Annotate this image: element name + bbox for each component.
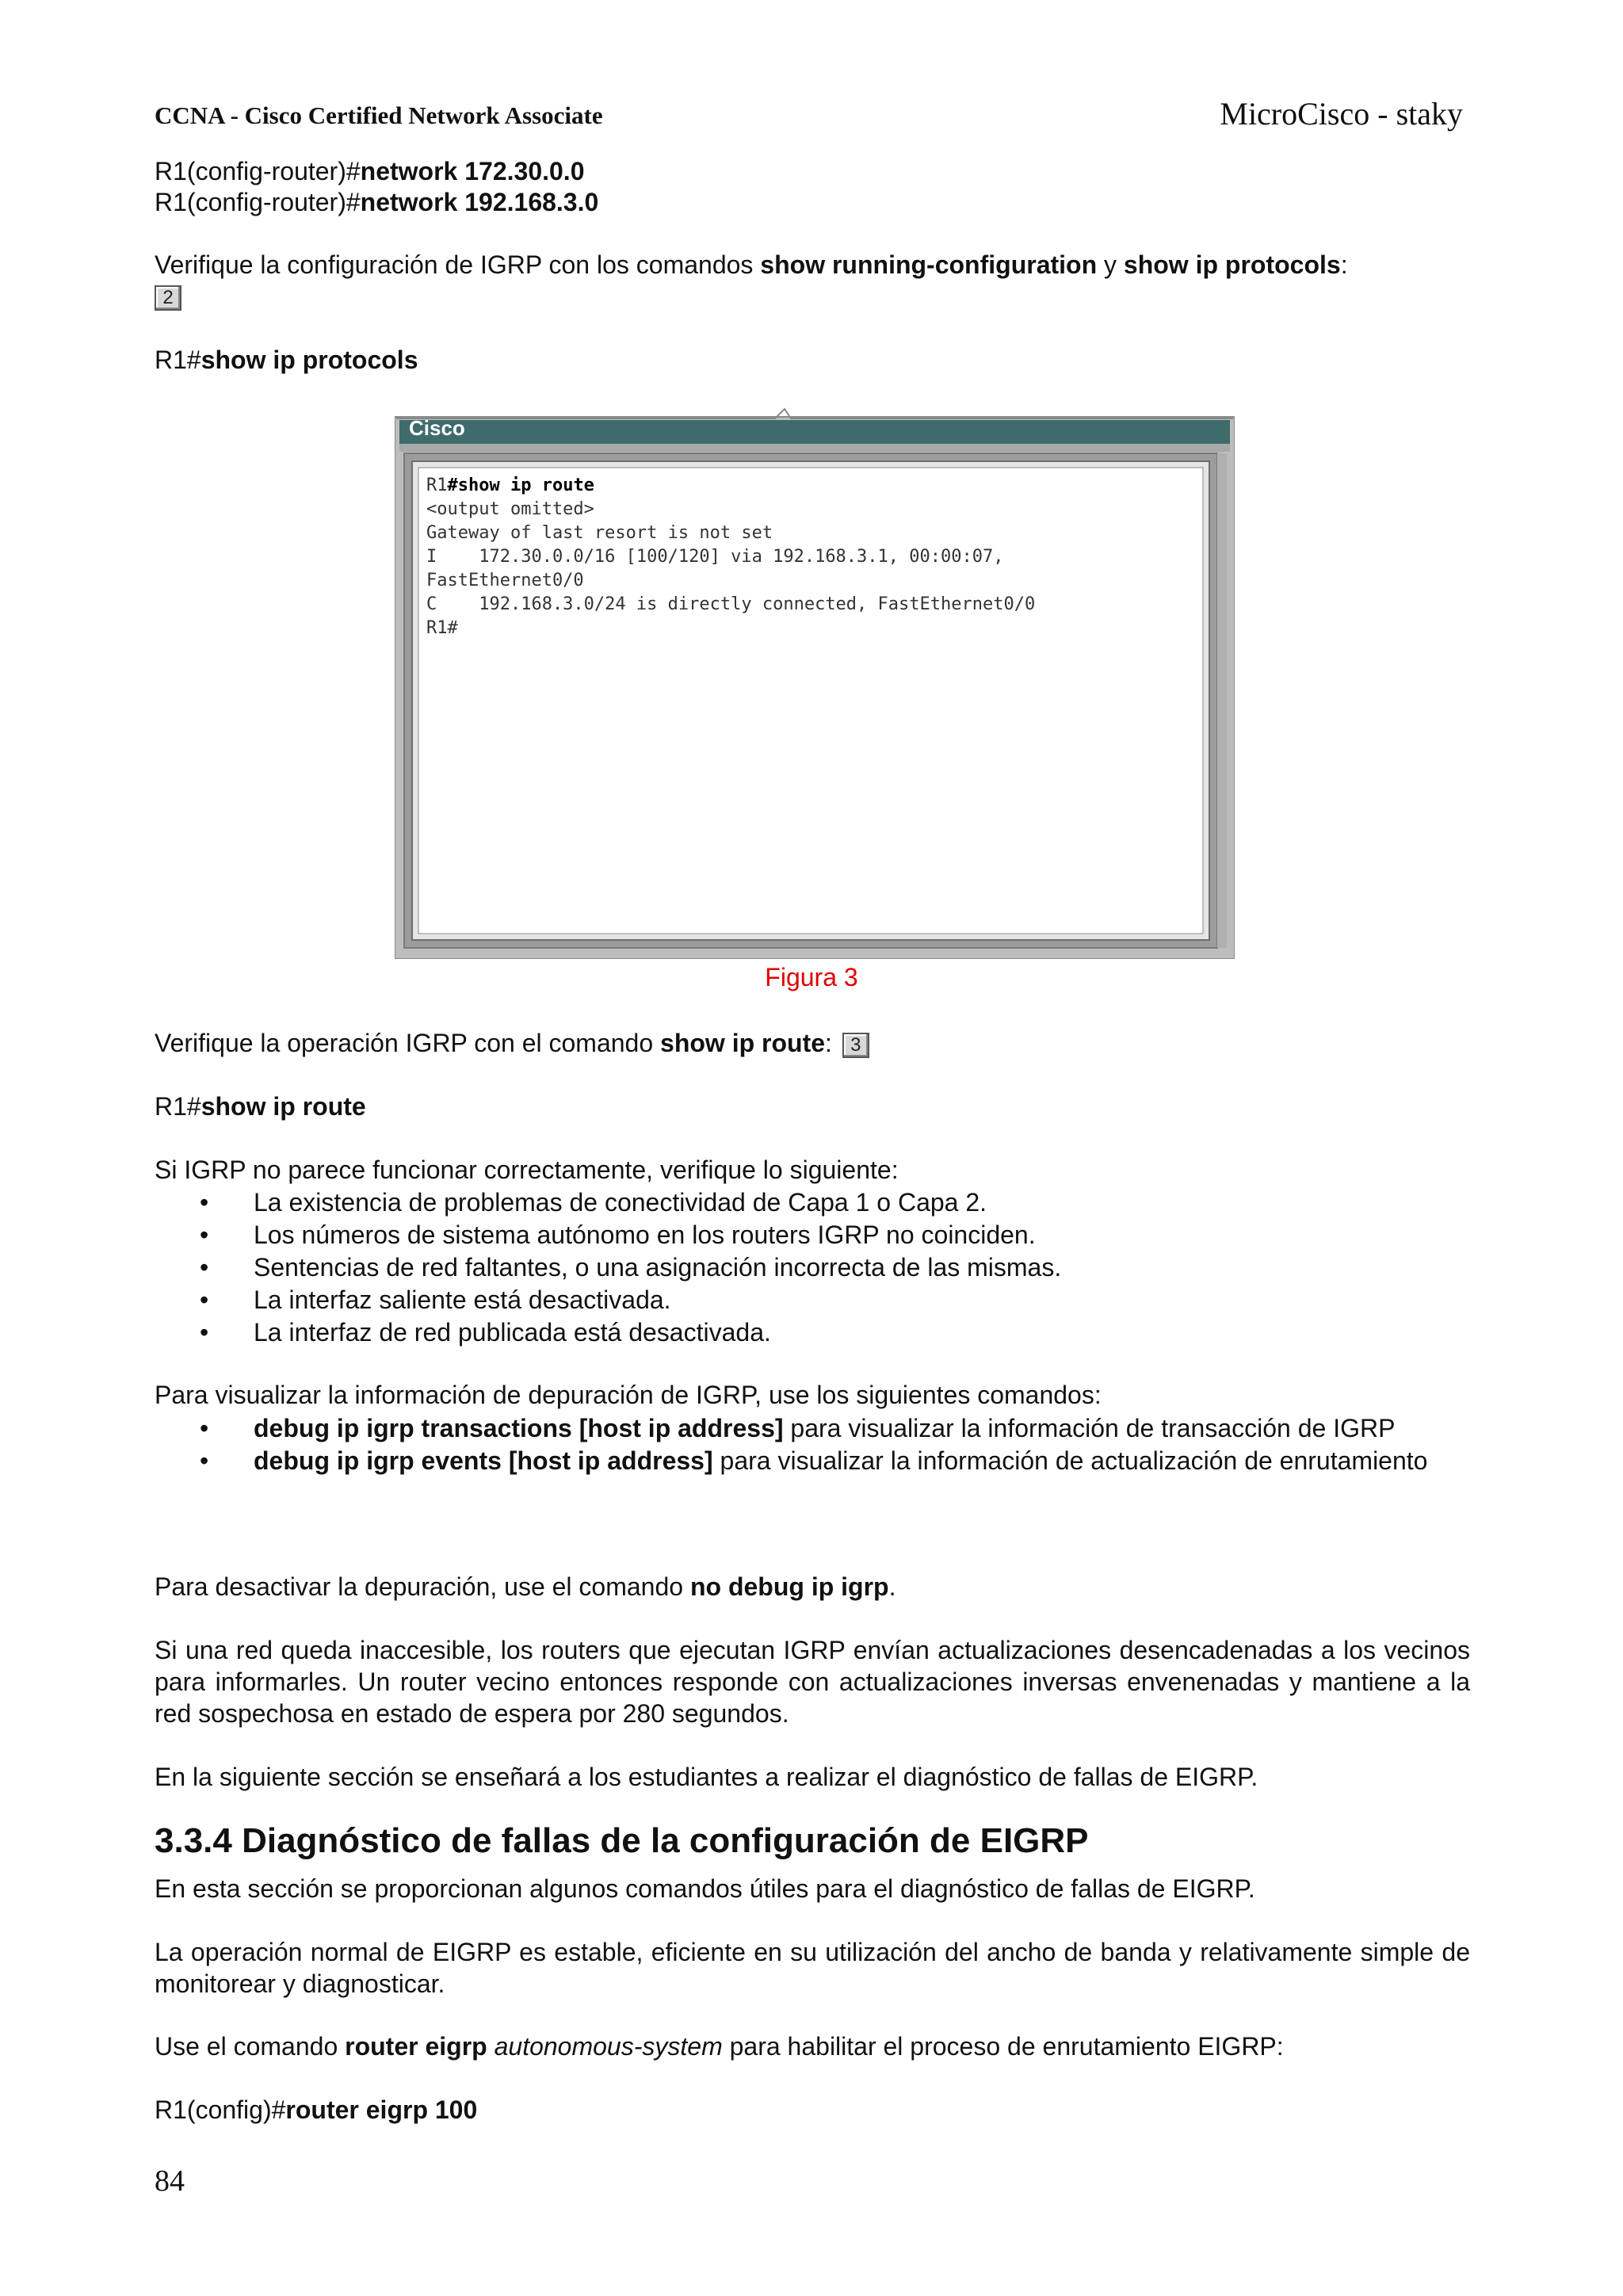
paragraph: En esta sección se proporcionan algunos comandos útiles para el diagnóstico de fallas de EIGRP.	[155, 1874, 1255, 1903]
terminal-line: <output omitted>	[426, 499, 594, 519]
paragraph: Use el comando router eigrp autonomous-system para habilitar el proceso de enrutamiento EIGRP:	[155, 2032, 1284, 2061]
terminal-figure	[395, 406, 1235, 959]
section-heading: 3.3.4 Diagnóstico de fallas de la configuración de EIGRP	[155, 1821, 1089, 1860]
command-line: R1(config-router)#network 192.168.3.0	[155, 188, 599, 216]
list-item: • La interfaz saliente está desactivada.	[200, 1284, 1470, 1316]
terminal-line: C 192.168.3.0/24 is directly connected, FastEthernet0/0	[426, 594, 1036, 614]
paragraph: La operación normal de EIGRP es estable, eficiente en su utilización del ancho de banda y relativamente simple de monitorear y diagnosticar.	[155, 1938, 1470, 1998]
list-item: • Los números de sistema autónomo en los routers IGRP no coinciden.	[200, 1219, 1470, 1251]
command-line: R1(config)#router eigrp 100	[155, 2095, 478, 2124]
paragraph: Para desactivar la depuración, use el comando no debug ip igrp.	[155, 1572, 896, 1601]
page-number: 84	[155, 2164, 185, 2198]
header-title: CCNA - Cisco Certified Network Associate	[155, 101, 603, 129]
figure-link-button[interactable]: 2	[155, 285, 181, 311]
bullet-list	[200, 1412, 1470, 1477]
terminal-line: Gateway of last resort is not set	[426, 523, 773, 543]
terminal-title: Cisco	[409, 416, 465, 440]
paragraph: Verifique la configuración de IGRP con los comandos show running-configuration y show ip protocols:	[155, 250, 1348, 279]
list-item: • La interfaz de red publicada está desactivada.	[200, 1316, 1470, 1349]
paragraph: En la siguiente sección se enseñará a los estudiantes a realizar el diagnóstico de fallas de EIGRP.	[155, 1763, 1258, 1791]
paragraph: Para visualizar la información de depuración de IGRP, use los siguientes comandos:	[155, 1381, 1102, 1409]
terminal-line: FastEthernet0/0	[426, 571, 584, 590]
terminal-prompt: R1	[426, 476, 448, 495]
terminal-output	[426, 474, 1035, 640]
list-item: • debug ip igrp events [host ip address] para visualizar la información de actualización de enrutamiento	[200, 1445, 1470, 1477]
paragraph: Si una red queda inaccesible, los routers que ejecutan IGRP envían actualizaciones desencadenadas a los vecinos para informarles. Un router vecino entonces responde con actualizaciones inversas envenenadas y mantiene a la red sospechosa en estado de espera por 280 segundos.	[155, 1636, 1470, 1728]
terminal-line: I 172.30.0.0/16 [100/120] via 192.168.3.1, 00:00:07,	[426, 547, 1004, 567]
command-line: R1(config-router)#network 172.30.0.0	[155, 157, 585, 185]
list-item: • Sentencias de red faltantes, o una asignación incorrecta de las mismas.	[200, 1251, 1470, 1284]
paragraph: Si IGRP no parece funcionar correctamente, verifique lo siguiente:	[155, 1156, 899, 1184]
terminal-command: #show ip route	[447, 476, 594, 495]
figure-link-button[interactable]: 3	[842, 1033, 869, 1058]
terminal-line: R1#	[426, 618, 458, 638]
list-item: • debug ip igrp transactions [host ip address] para visualizar la información de transacción de IGRP	[200, 1412, 1470, 1445]
command-line: R1#show ip protocols	[155, 346, 418, 374]
list-item: • La existencia de problemas de conectividad de Capa 1 o Capa 2.	[200, 1186, 1470, 1219]
figure-caption: Figura 3	[765, 963, 858, 991]
command-line: R1#show ip route	[155, 1092, 366, 1121]
paragraph: Verifique la operación IGRP con el comando show ip route: 3	[155, 1027, 1470, 1059]
header-source: MicroCisco - staky	[1220, 96, 1463, 132]
bullet-list	[200, 1186, 1470, 1349]
